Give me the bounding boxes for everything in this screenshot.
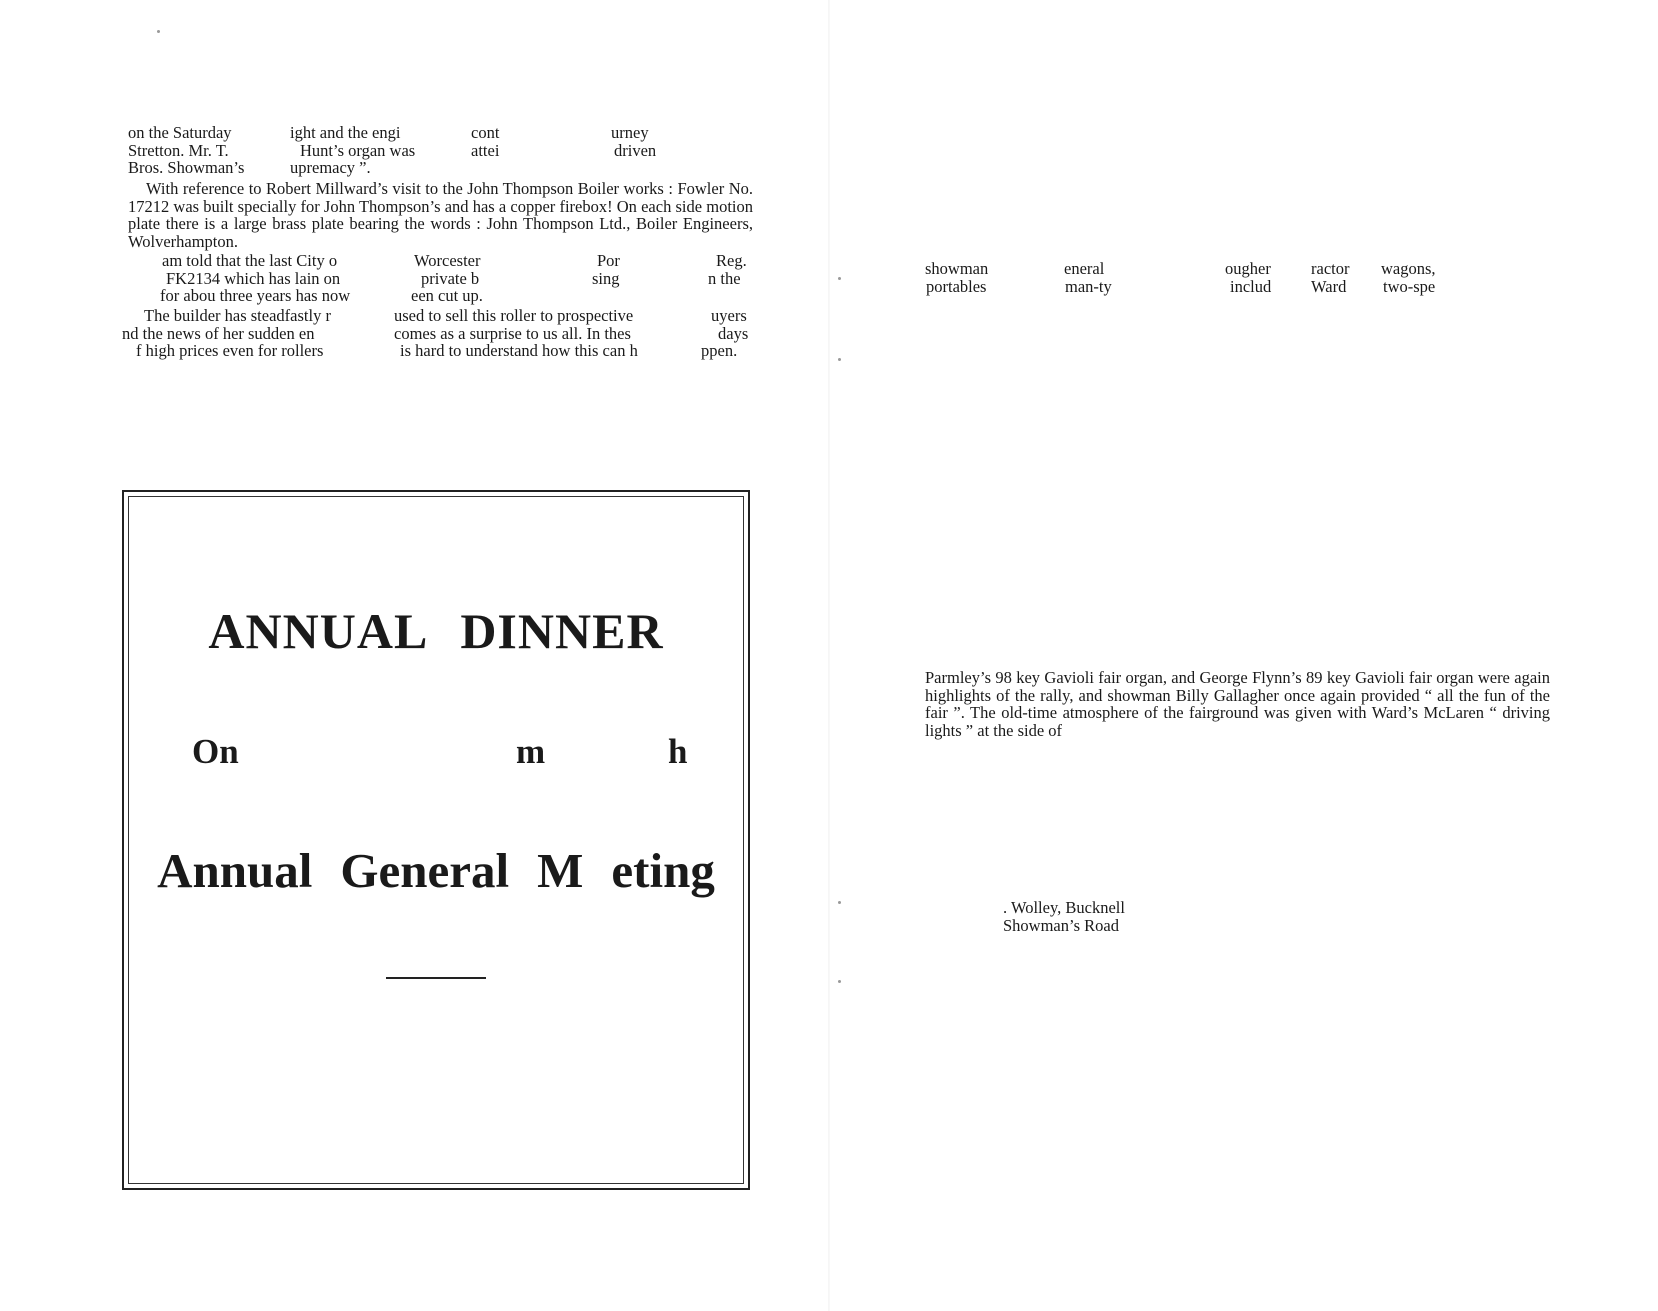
dust-speck <box>838 358 841 361</box>
text-line <box>128 307 753 325</box>
text-fragment: used to sell this roller to prospective <box>394 306 634 325</box>
text-fragment: comes as a surprise to us all. In thes <box>394 323 631 343</box>
notice-subtitle-fragment: h <box>668 732 688 771</box>
text-line <box>128 252 753 270</box>
paragraph-text: With reference to Robert Millward’s visit to the John Thompson Boiler works : Fowler No. 17212 was built specially for John Thompson’s and has a copper firebox! On each side motion plate there is a large brass plate bearing the words : John Thompson Ltd., Boiler Engineers, Wolverhampton. <box>128 179 753 251</box>
text-line <box>128 287 753 305</box>
text-fragment: cont <box>471 123 500 142</box>
text-fragment: een cut up. <box>411 286 483 305</box>
paragraph-fragment-top <box>128 124 753 177</box>
text-fragment: days <box>718 323 749 343</box>
text-line <box>128 124 753 142</box>
dust-speck <box>157 30 160 33</box>
caption-line: Showman’s Road <box>1003 915 1119 935</box>
dust-speck <box>838 901 841 904</box>
notice-agm-word: General <box>340 843 510 898</box>
text-fragment: am told that the last City o <box>162 251 338 270</box>
text-fragment: sing <box>592 268 620 288</box>
text-fragment: wagons, <box>1381 259 1436 278</box>
paragraph-fragment-roller <box>128 252 753 305</box>
text-fragment: Reg. <box>716 251 747 270</box>
text-fragment: urney <box>611 123 649 142</box>
text-fragment: FK2134 which has lain on <box>166 268 341 288</box>
notice-agm-word: Annual <box>157 843 313 898</box>
text-fragment: for abou three years has now <box>160 286 351 305</box>
text-fragment: Ward <box>1311 276 1347 296</box>
text-fragment: on the Saturday <box>128 123 232 142</box>
text-fragment: private b <box>421 268 480 288</box>
notice-title-word: DINNER <box>460 603 664 659</box>
dust-speck <box>838 277 841 280</box>
text-fragment: Stretton. Mr. T. <box>128 140 229 160</box>
caption-fragment <box>1003 899 1303 934</box>
text-fragment: ppen. <box>701 341 738 360</box>
text-fragment: eneral <box>1064 259 1105 278</box>
paragraph-text: Parmley’s 98 key Gavioli fair organ, and George Flynn’s 89 key Gavioli fair organ were again highlights of the rally, and showman Billy Gallagher once again provided “ all the fun of the fair ”. The old-time atmosphere of the fairground was given with Ward’s McLaren “ driving lights ” at the side of <box>925 668 1550 740</box>
notice-title-word: ANNUAL <box>208 603 429 659</box>
text-line <box>925 278 1550 296</box>
text-fragment: showman <box>925 259 989 278</box>
text-fragment: attei <box>471 140 500 160</box>
text-line <box>925 260 1550 278</box>
notice-title <box>124 602 748 660</box>
paragraph-fragment-builder <box>122 306 753 360</box>
text-fragment: driven <box>614 140 657 160</box>
text-line <box>128 142 753 160</box>
text-fragment: n the <box>708 268 741 288</box>
text-line <box>128 342 753 360</box>
text-line <box>128 270 753 288</box>
notice-agm-heading <box>124 842 748 899</box>
dust-speck <box>838 980 841 983</box>
right-page <box>829 0 1658 1311</box>
annual-dinner-notice <box>122 490 750 1190</box>
text-fragment: portables <box>926 276 987 296</box>
text-fragment: Worcester <box>414 251 481 270</box>
notice-agm-word: M <box>537 843 584 898</box>
text-fragment: upremacy ”. <box>290 158 371 177</box>
notice-subtitle-fragment: m <box>516 732 546 771</box>
text-fragment: ight and the engi <box>290 123 401 142</box>
text-fragment: is hard to understand how this can h <box>400 341 638 360</box>
caption-line: . Wolley, Bucknell <box>1003 898 1125 917</box>
paragraph-thompson-boiler <box>128 180 753 250</box>
text-fragment: Bros. Showman’s <box>128 158 245 177</box>
text-fragment: ractor <box>1311 259 1350 278</box>
text-fragment: Por <box>597 251 620 270</box>
text-fragment: uyers <box>711 306 747 325</box>
paragraph-organ <box>925 669 1550 739</box>
paragraph-fragment-showman <box>925 260 1550 295</box>
notice-subtitle-fragment: On <box>192 732 239 771</box>
text-fragment: nd the news of her sudden en <box>122 323 315 343</box>
text-fragment: f high prices even for rollers <box>136 341 324 360</box>
text-line <box>122 323 753 343</box>
text-fragment: man-ty <box>1065 276 1112 296</box>
notice-agm-word: eting <box>611 843 715 898</box>
text-fragment: includ <box>1230 276 1272 296</box>
text-fragment: two-spe <box>1383 276 1436 296</box>
text-fragment: The builder has steadfastly r <box>144 306 331 325</box>
notice-divider <box>386 977 486 979</box>
text-line <box>128 159 753 177</box>
text-fragment: ougher <box>1225 259 1271 278</box>
text-fragment: Hunt’s organ was <box>300 140 416 160</box>
